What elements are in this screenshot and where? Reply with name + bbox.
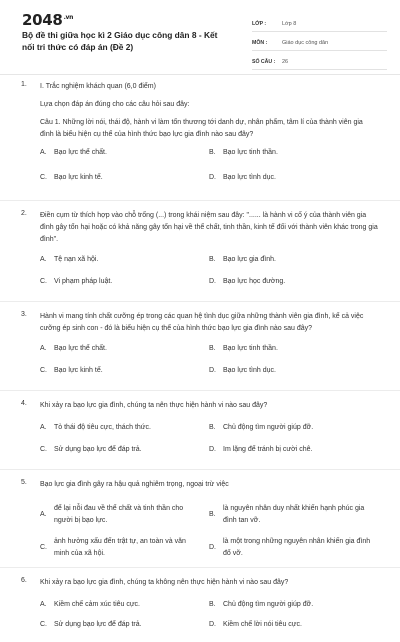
option-a[interactable] [40,499,209,531]
site-logo[interactable] [22,11,73,29]
option-letter: B. [209,511,216,518]
option-text: Bạo lực tình dục. [223,367,276,374]
question-3 [0,302,400,391]
option-d[interactable] [209,276,378,298]
option-b[interactable] [209,254,378,276]
option-letter: D. [209,621,216,628]
option-d[interactable] [209,619,378,639]
option-letter: B. [209,601,216,608]
exam-meta [252,13,387,70]
question-number: 3. [21,311,27,318]
question-number: 1. [21,81,27,88]
logo-text: 2048 [22,11,63,29]
answer-options [40,422,378,466]
option-b[interactable] [209,147,378,172]
question-number: 5. [21,479,27,486]
option-text: Tệ nạn xã hội. [54,256,99,263]
meta-key-count: SỐ CÂU : [252,59,276,65]
meta-row-subject [252,32,387,51]
question-text: Câu 1. Những lời nói, thái độ, hành vi làm tổn thương tới danh dự, nhân phẩm, tâm lí của thành viên gia đình là biểu hiện cụ thể của hình thức bạo lực gia đình nào sau đây? [40,119,363,138]
option-letter: C. [40,174,47,181]
option-text: Im lặng để tránh bị cười chê. [223,446,313,453]
option-letter: C. [40,367,47,374]
option-letter: C. [40,621,47,628]
option-d[interactable] [209,172,378,197]
option-a[interactable] [40,343,209,365]
option-letter: C. [40,278,47,285]
option-letter: B. [209,256,216,263]
question-5 [0,470,400,568]
option-letter: A. [40,149,47,156]
meta-row-count [252,51,387,70]
option-letter: D. [209,278,216,285]
option-letter: D. [209,446,216,453]
option-a[interactable] [40,422,209,444]
question-text: Khi xảy ra bạo lực gia đình, chúng ta nên thực hiện hành vi nào sau đây? [40,402,268,409]
meta-value-count: 26 [282,59,289,65]
option-text: Chủ động tìm người giúp đỡ. [223,424,314,431]
option-text: Kiềm chế cảm xúc tiêu cực. [54,601,140,608]
answer-options [40,499,378,565]
option-c[interactable] [40,444,209,466]
exam-title: Bộ đề thi giữa học kì 2 Giáo dục công dân 8 - Kết nối tri thức có đáp án (Đề 2) [22,30,218,52]
option-letter: B. [209,345,216,352]
answer-options [40,343,378,387]
option-c[interactable] [40,619,209,639]
option-letter: C. [40,544,47,551]
option-b[interactable] [209,422,378,444]
option-text: Kiềm chế lời nói tiêu cực. [223,621,302,628]
option-text: Vi phạm pháp luật. [54,278,113,285]
option-text: Bạo lực kinh tế. [54,367,103,374]
question-number: 6. [21,577,27,584]
option-letter: D. [209,544,216,551]
question-1 [0,74,400,201]
option-c[interactable] [40,365,209,387]
option-text: là một trong những nguyên nhân khiến gia đình đổ vỡ. [223,538,371,557]
meta-key-subject: MÔN : [252,40,268,46]
option-a[interactable] [40,147,209,172]
option-b[interactable] [209,599,378,619]
option-c[interactable] [40,276,209,298]
question-text: Khi xảy ra bạo lực gia đình, chúng ta không nên thực hiện hành vi nào sau đây? [40,579,289,586]
option-letter: D. [209,367,216,374]
option-a[interactable] [40,254,209,276]
question-text: Hành vi mang tính chất cưỡng ép trong các quan hệ tình dục giữa những thành viên gia đình, kể cả việc cưỡng ép sinh con - đó là biểu hiện cụ thể của hình thức bạo lực gia đình nào sau đây? [40,313,364,332]
option-d[interactable] [209,531,378,565]
option-text: để lại nỗi đau về thể chất và tinh thần cho người bị bạo lực. [54,505,184,524]
option-text: Bạo lực tình dục. [223,174,276,181]
question-2 [0,201,400,302]
option-text: Bạo lực học đường. [223,278,286,285]
question-4 [0,391,400,470]
option-letter: B. [209,149,216,156]
instruction-text: Lựa chọn đáp án đúng cho các câu hỏi sau đây: [40,101,190,108]
answer-options [40,599,378,639]
meta-value-subject: Giáo dục công dân [282,40,329,46]
option-b[interactable] [209,343,378,365]
option-text: Sử dụng bạo lực để đáp trả. [54,446,142,453]
option-text: ảnh hưởng xấu đến trật tự, an toàn và văn minh của xã hội. [54,538,186,557]
option-c[interactable] [40,531,209,565]
option-text: Bạo lực tinh thần. [223,345,278,352]
logo-suffix: .vn [63,14,74,21]
option-letter: A. [40,601,47,608]
option-text: Chủ động tìm người giúp đỡ. [223,601,314,608]
option-d[interactable] [209,365,378,387]
option-letter: A. [40,256,47,263]
option-letter: B. [209,424,216,431]
question-text: Bạo lực gia đình gây ra hậu quả nghiêm trọng, ngoại trừ việc [40,481,229,488]
meta-value-grade: Lớp 8 [282,21,297,27]
option-a[interactable] [40,599,209,619]
question-number: 2. [21,210,27,217]
question-text: Điền cụm từ thích hợp vào chỗ trống (...) trong khái niệm sau đây: "...... là hành vi cố ý của thành viên gia đình gây tổn hại hoặc có khả năng gây tổn hại về thể chất, tinh thần, kinh tế đối với thành viên khác trong gia đình". [40,212,378,243]
option-text: là nguyên nhân duy nhất khiến hạnh phúc gia đình tan vỡ. [223,505,365,524]
option-text: Tỏ thái độ tiêu cực, thách thức. [54,424,151,431]
option-text: Bạo lực thể chất. [54,149,107,156]
question-number: 4. [21,400,27,407]
section-heading: I. Trắc nghiệm khách quan (6,0 điểm) [40,83,156,90]
question-6 [0,568,400,642]
answer-options [40,254,378,298]
question-list [0,74,400,642]
option-text: Bạo lực kinh tế. [54,174,103,181]
option-letter: C. [40,446,47,453]
meta-key-grade: LỚP : [252,21,267,27]
option-text: Bạo lực thể chất. [54,345,107,352]
page-header [0,0,400,75]
option-text: Sử dụng bạo lực để đáp trả. [54,621,142,628]
option-letter: A. [40,511,47,518]
option-b[interactable] [209,499,378,531]
option-text: Bạo lực gia đình. [223,256,276,263]
option-letter: A. [40,424,47,431]
option-c[interactable] [40,172,209,197]
option-letter: D. [209,174,216,181]
option-letter: A. [40,345,47,352]
option-text: Bạo lực tinh thần. [223,149,278,156]
meta-row-grade [252,13,387,32]
answer-options [40,147,378,197]
option-d[interactable] [209,444,378,466]
